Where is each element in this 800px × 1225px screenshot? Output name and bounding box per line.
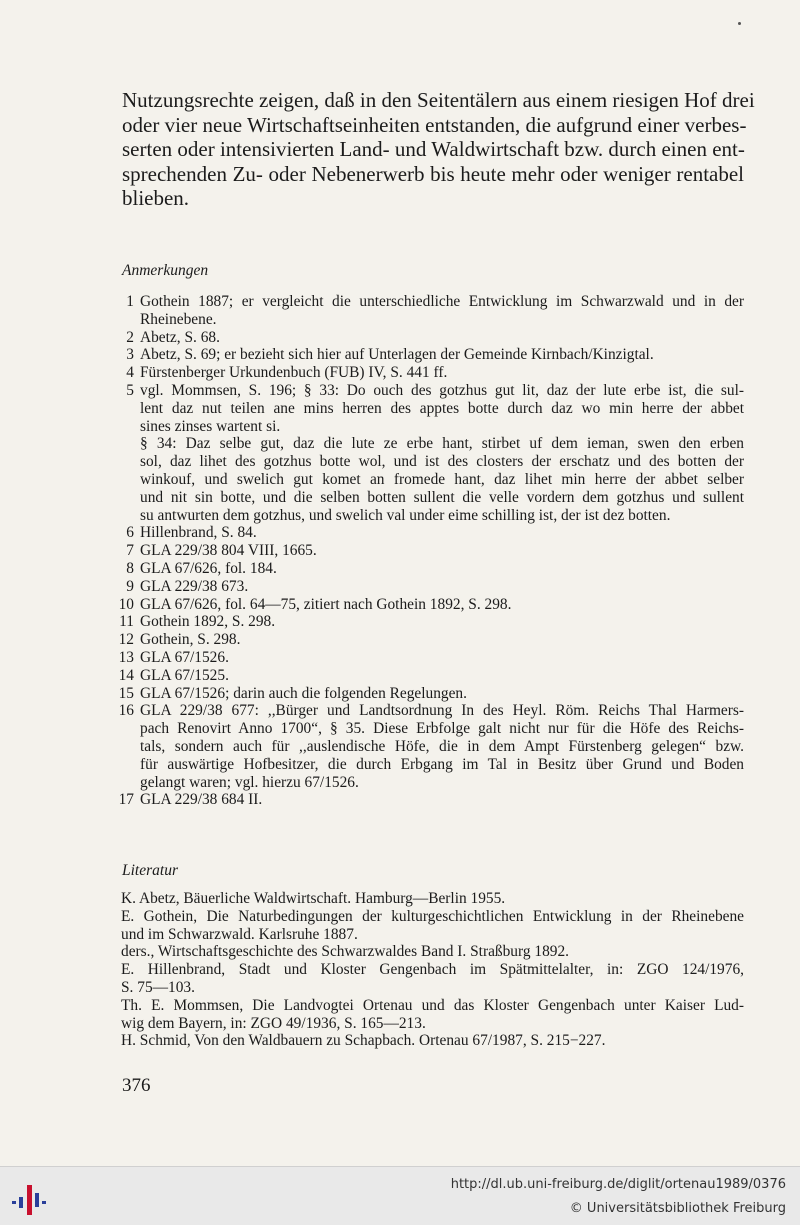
note-number: 11 [119, 613, 134, 631]
note-number: 15 [118, 684, 134, 702]
note-item [114, 791, 744, 809]
note-line: tals, sondern auch für ,,auslendische Höfe, die in dem Ampt Fürstenberg gelegen“ bzw. [140, 737, 744, 755]
note-line: GLA 229/38 673. [140, 577, 249, 595]
literature-entry [121, 961, 744, 997]
note-number: 2 [126, 328, 134, 346]
note-item [114, 560, 744, 578]
literature-entry [121, 943, 744, 961]
note-number: 10 [118, 595, 134, 613]
note-number: 9 [126, 577, 134, 595]
note-number: 6 [126, 524, 134, 542]
note-line: su antwurten dem gotzhus, und swelich val under eime schilling ist, der ist dez botten. [140, 506, 671, 524]
note-item [114, 524, 744, 542]
scan-speck [738, 22, 741, 25]
note-item [114, 346, 744, 364]
note-item [114, 702, 744, 791]
literature-line: K. Abetz, Bäuerliche Waldwirtschaft. Hamburg—Berlin 1955. [121, 890, 506, 907]
note-number: 1 [126, 293, 134, 310]
note-line: Gothein 1892, S. 298. [140, 613, 276, 631]
literature-line: S. 75—103. [121, 978, 195, 996]
note-item [114, 329, 744, 347]
note-line: Gothein 1887; er vergleicht die unterschiedliche Entwicklung im Schwarzwald und in der [140, 293, 744, 310]
note-item [114, 578, 744, 596]
note-line: GLA 67/1526; darin auch die folgenden Regelungen. [140, 684, 467, 702]
note-line: GLA 229/38 677: ,,Bürger und Landtsordnung In des Heyl. Röm. Reichs Thal Harmers- [140, 702, 744, 720]
note-number: 14 [118, 666, 134, 684]
note-number: 7 [126, 542, 134, 560]
source-url-link[interactable]: http://dl.ub.uni-freiburg.de/diglit/ortenau1989/0376 [450, 1177, 786, 1192]
intro-line: sprechenden Zu- oder Nebenerwerb bis heute mehr oder weniger rentabel [122, 161, 744, 186]
note-item [114, 542, 744, 560]
note-line: Gothein, S. 298. [140, 631, 241, 649]
literature-line: E. Hillenbrand, Stadt und Kloster Gengenbach im Spätmittelalter, in: ZGO 124/1976, [121, 961, 744, 979]
literature-line: und im Schwarzwald. Karlsruhe 1887. [121, 925, 358, 943]
note-line: Abetz, S. 69; er bezieht sich hier auf Unterlagen der Gemeinde Kirnbach/Kinzigtal. [140, 346, 654, 364]
note-line: Rheinebene. [140, 310, 217, 328]
note-line: für auswärtige Hofbesitzer, die durch Erbgang im Tal in Besitz über Grund und Boden [140, 755, 744, 773]
note-line: und nit sin botte, und die selben botten sullent die velle vordern dem gotzhus und sullent [140, 488, 744, 506]
note-item [114, 631, 744, 649]
note-line: § 34: Daz selbe gut, daz die lute ze erbe hant, stirbet uf dem ieman, swen den erben [140, 435, 744, 453]
note-item [114, 613, 744, 631]
literature-entry [121, 890, 744, 908]
literature-entry [121, 997, 744, 1033]
note-line: Abetz, S. 68. [140, 328, 220, 346]
ub-freiburg-logo-icon [10, 1181, 54, 1217]
note-line: sol, daz lihet des gotzhus botte wol, und ist des closters der erschatz und des botten der [140, 453, 744, 471]
note-line: vgl. Mommsen, S. 196; § 33: Do ouch des gotzhus gut lit, daz der lute erbe ist, die sul- [140, 381, 744, 399]
note-line: lent daz nut teilen ane mins herren des apptes botte durch daz wo min herre der abbet [140, 399, 744, 417]
note-number: 5 [126, 381, 134, 399]
note-item [114, 685, 744, 703]
note-number: 8 [126, 559, 134, 577]
intro-line: Nutzungsrechte zeigen, daß in den Seitentälern aus einem riesigen Hof drei [122, 88, 755, 112]
note-line: GLA 67/626, fol. 184. [140, 559, 277, 577]
note-number: 3 [126, 346, 134, 364]
literature-heading: Literatur [122, 862, 178, 879]
literature-entry [121, 908, 744, 944]
note-line: Fürstenberger Urkundenbuch (FUB) IV, S. 441 ff. [140, 364, 448, 382]
notes-heading: Anmerkungen [122, 262, 209, 279]
note-line: GLA 229/38 804 VIII, 1665. [140, 542, 317, 560]
note-item [114, 596, 744, 614]
intro-line: oder vier neue Wirtschaftseinheiten entstanden, die aufgrund einer verbes- [122, 112, 747, 137]
intro-paragraph [122, 88, 755, 211]
literature-entry [121, 1032, 744, 1050]
page-number: 376 [122, 1075, 151, 1096]
literature-line: E. Gothein, Die Naturbedingungen der kulturgeschichtlichen Entwicklung in der Rheinebene [121, 907, 744, 925]
note-number: 12 [118, 631, 134, 649]
literature-line: wig dem Bayern, in: ZGO 49/1936, S. 165—213. [121, 1014, 426, 1032]
literature-line: Th. E. Mommsen, Die Landvogtei Ortenau und das Kloster Gengenbach unter Kaiser Lud- [121, 996, 744, 1014]
note-item [114, 649, 744, 667]
note-line: GLA 67/1525. [140, 666, 229, 684]
note-item [114, 364, 744, 382]
note-item [114, 293, 744, 329]
footer-bar [0, 1166, 800, 1225]
note-line: pach Renovirt Anno 1700“, § 35. Diese Erbfolge galt nicht nur für die Höfe des Reichs- [140, 720, 744, 738]
note-number: 13 [118, 648, 134, 666]
note-item [114, 382, 744, 524]
literature-list [121, 890, 744, 1050]
intro-line: serten oder intensivierten Land- und Waldwirtschaft bzw. durch einen ent- [122, 137, 745, 161]
copyright-text: © Universitätsbibliothek Freiburg [569, 1201, 786, 1216]
note-number: 17 [118, 791, 134, 809]
note-line: GLA 67/1526. [140, 648, 229, 666]
literature-line: H. Schmid, Von den Waldbauern zu Schapbach. Ortenau 67/1987, S. 215−227. [121, 1032, 606, 1050]
note-line: winkouf, und swelich gut komet an fromede hant, daz lihet min herre der abbet selber [140, 470, 744, 488]
intro-line: blieben. [122, 186, 190, 210]
note-number: 16 [118, 702, 134, 720]
note-line: Hillenbrand, S. 84. [140, 524, 257, 542]
note-line: sines zinses wartent si. [140, 417, 281, 435]
note-number: 4 [126, 364, 134, 382]
note-item [114, 667, 744, 685]
note-line: GLA 67/626, fol. 64—75, zitiert nach Gothein 1892, S. 298. [140, 595, 512, 613]
literature-line: ders., Wirtschaftsgeschichte des Schwarzwaldes Band I. Straßburg 1892. [121, 943, 570, 961]
notes-list [114, 293, 744, 809]
note-line: gelangt waren; vgl. hierzu 67/1526. [140, 773, 359, 791]
note-line: GLA 229/38 684 II. [140, 791, 263, 809]
